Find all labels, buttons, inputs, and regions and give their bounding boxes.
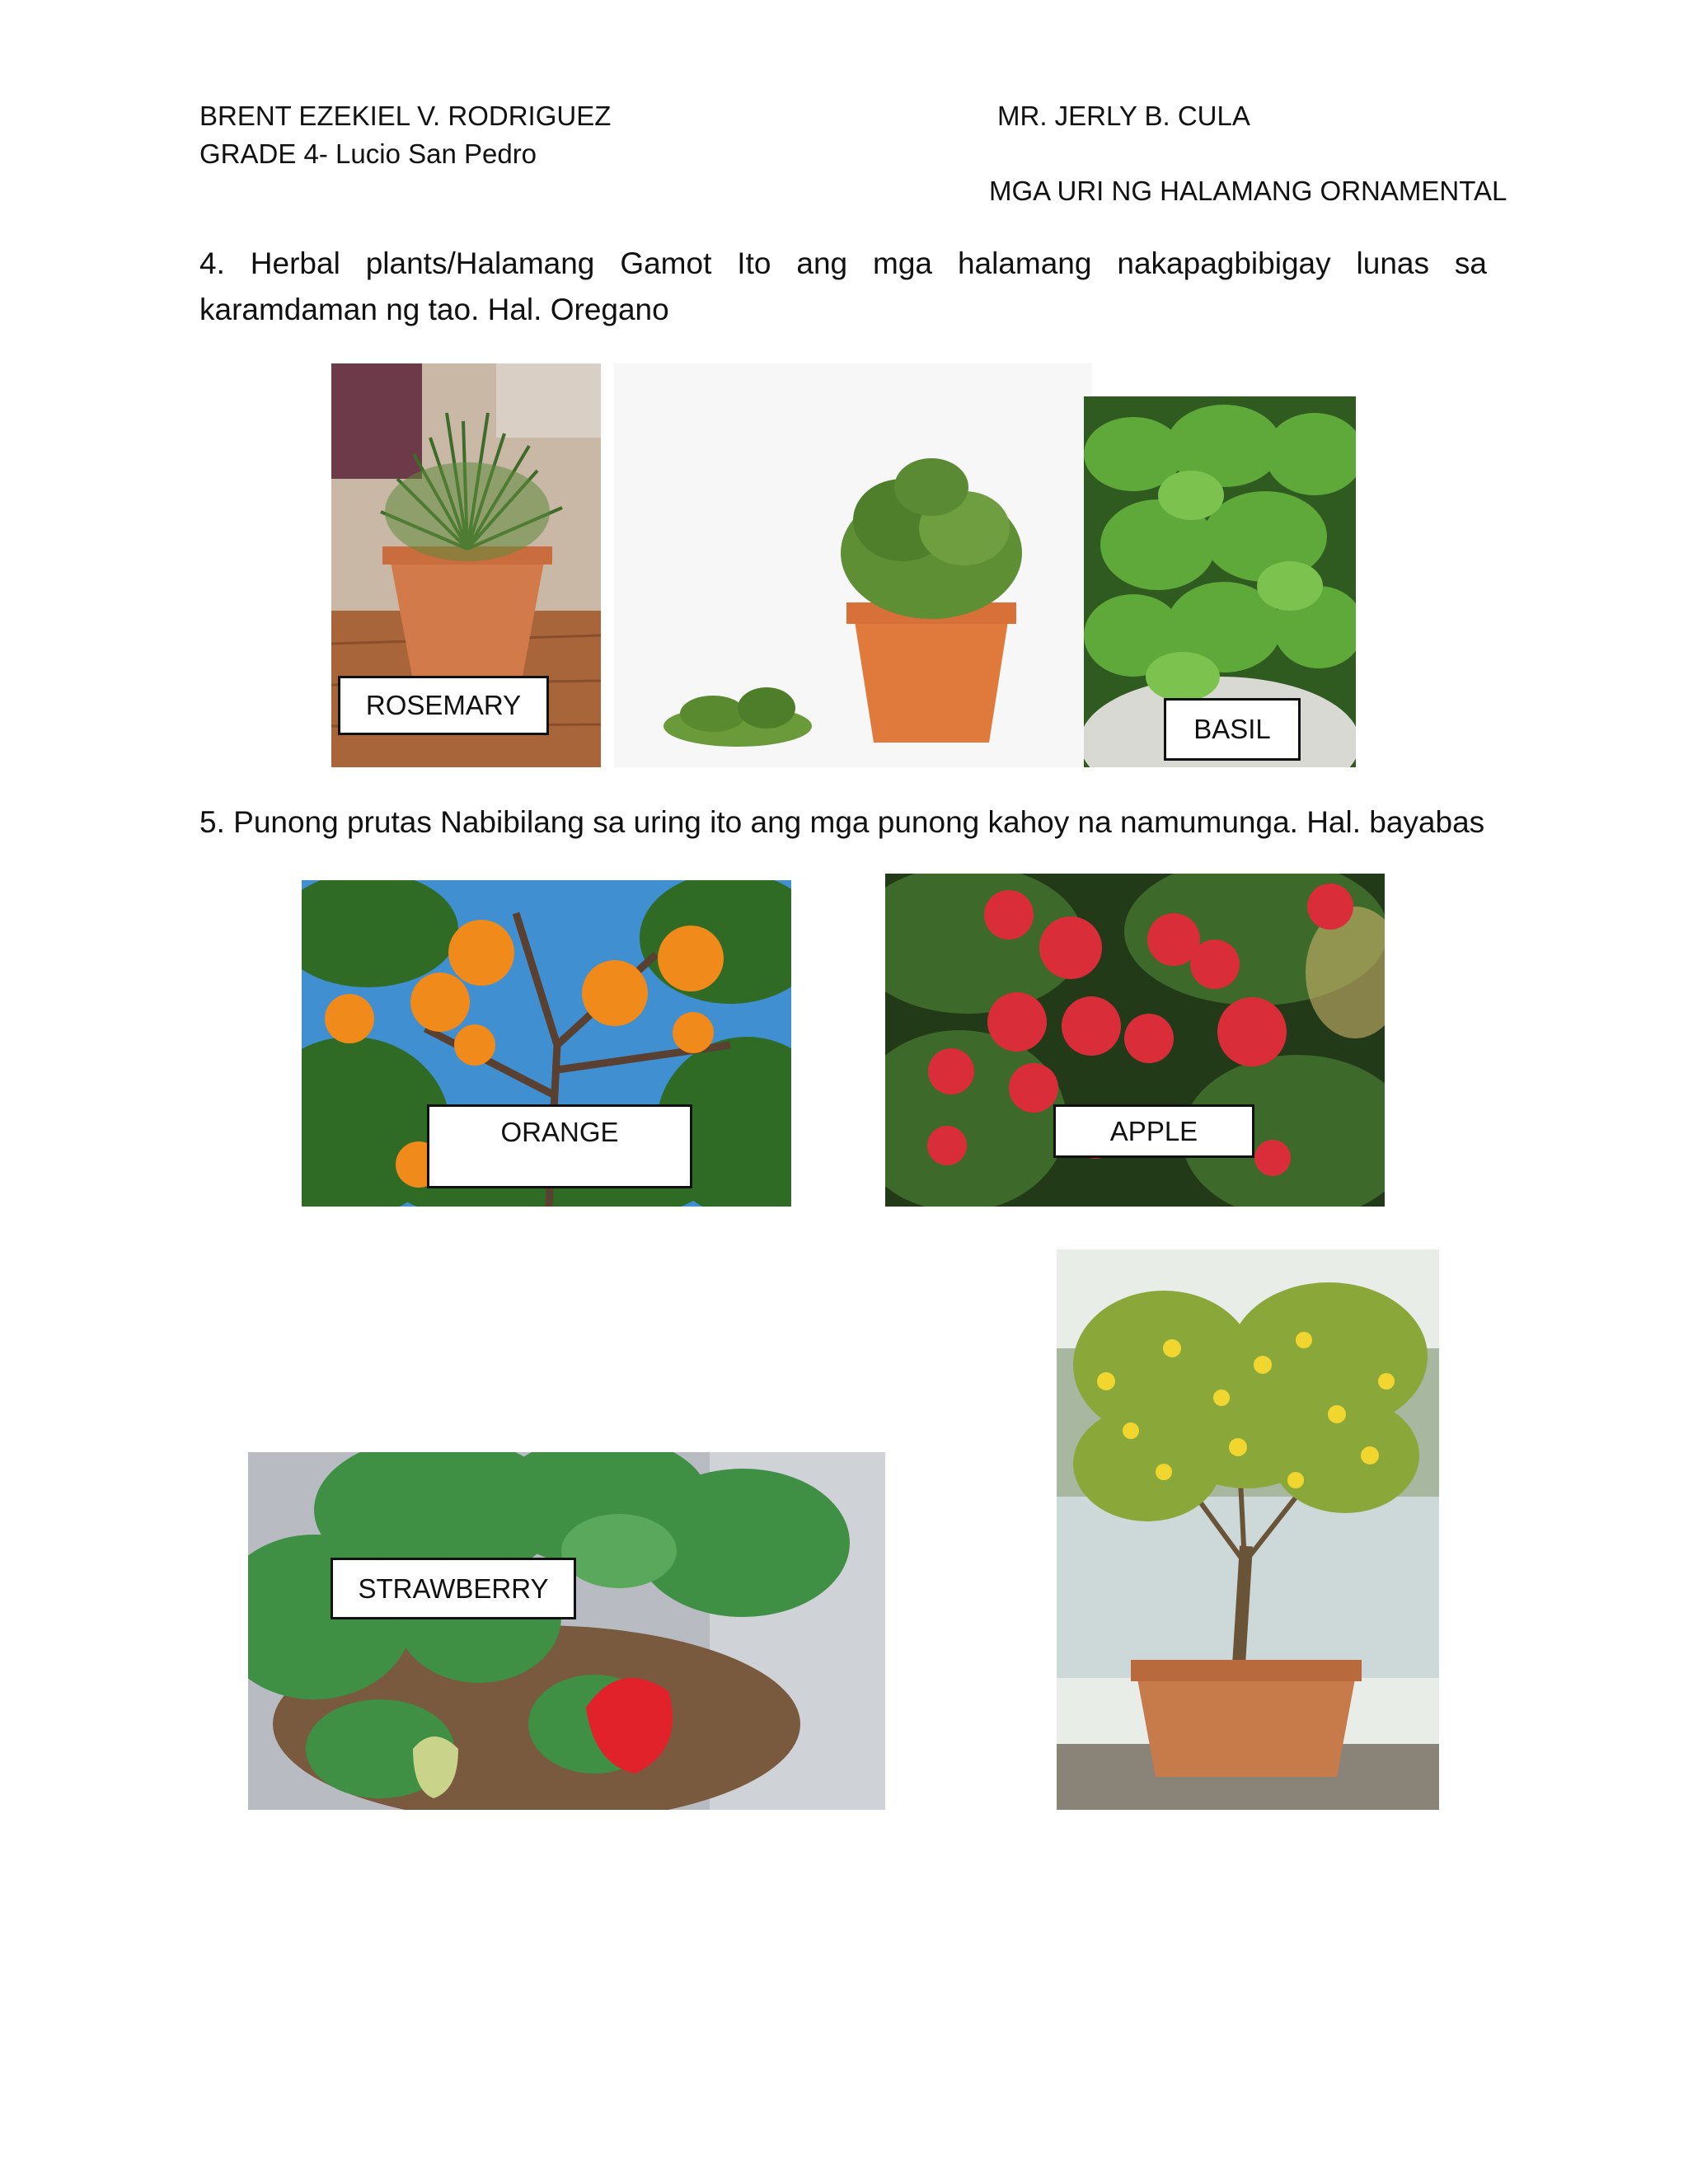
label-rosemary: ROSEMARY xyxy=(338,676,549,735)
teacher-name: MR. JERLY B. CULA xyxy=(997,101,1250,131)
strawberry-photo xyxy=(248,1452,885,1810)
topic-title: MGA URI NG HALAMANG ORNAMENTAL xyxy=(989,176,1507,206)
grade-section: GRADE 4- Lucio San Pedro xyxy=(199,138,537,169)
student-name: BRENT EZEKIEL V. RODRIGUEZ xyxy=(199,101,612,131)
section-4-text: 4. Herbal plants/Halamang Gamot Ito ang mga halamang nakapagbibigay lunas sa karamdaman ng tao. Hal. Oregano xyxy=(199,246,1487,326)
section-5-text: 5. Punong prutas Nabibilang sa uring ito ang mga punong kahoy na namumunga. Hal. bayabas xyxy=(199,805,1485,839)
lemon-tree-photo xyxy=(1057,1249,1439,1810)
oregano-photo xyxy=(614,363,1092,767)
label-orange: ORANGE xyxy=(427,1104,692,1188)
label-strawberry: STRAWBERRY xyxy=(331,1558,576,1619)
label-basil: BASIL xyxy=(1164,698,1301,761)
label-apple: APPLE xyxy=(1053,1104,1254,1158)
